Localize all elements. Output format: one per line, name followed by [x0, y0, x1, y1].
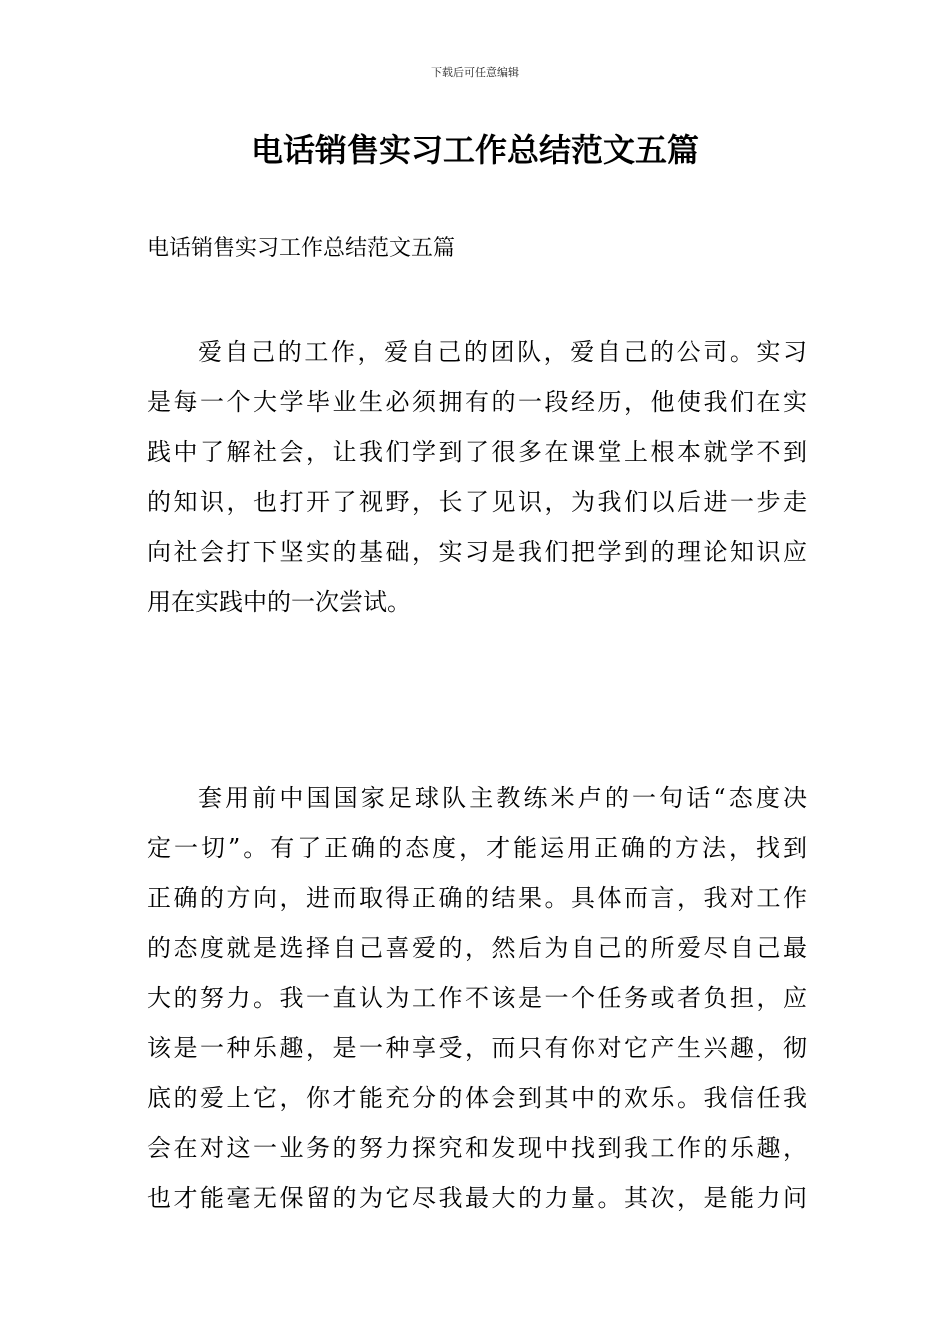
paragraph-line: 用在实践中的一次尝试。: [147, 588, 411, 616]
paragraph-line: 定一切”。有了正确的态度，才能运用正确的方法，找到: [147, 834, 807, 862]
document-subtitle: 电话销售实习工作总结范文五篇: [147, 236, 456, 261]
paragraph-line: 的态度就是选择自己喜爱的，然后为自己的所爱尽自己最: [147, 934, 807, 962]
document-title: 电话销售实习工作总结范文五篇: [250, 131, 699, 169]
paragraph-2: [147, 773, 807, 1223]
paragraph-line: 套用前中国国家足球队主教练米卢的一句话“态度决: [198, 784, 807, 812]
header-note: 下载后可任意编辑: [431, 66, 519, 79]
paragraph-line: 爱自己的工作，爱自己的团队，爱自己的公司。实习: [198, 338, 807, 366]
paragraph-line: 会在对这一业务的努力探究和发现中找到我工作的乐趣，: [147, 1134, 807, 1162]
paragraph-line: 也才能毫无保留的为它尽我最大的力量。其次，是能力问: [147, 1184, 807, 1212]
paragraph-1: [147, 327, 807, 627]
paragraph-line: 向社会打下坚实的基础，实习是我们把学到的理论知识应: [147, 538, 807, 566]
paragraph-line: 大的努力。我一直认为工作不该是一个任务或者负担，应: [147, 984, 807, 1012]
paragraph-line: 是每一个大学毕业生必须拥有的一段经历，他使我们在实: [147, 388, 807, 416]
paragraph-line: 底的爱上它，你才能充分的体会到其中的欢乐。我信任我: [147, 1084, 807, 1112]
paragraph-line: 的知识，也打开了视野，长了见识，为我们以后进一步走: [147, 488, 807, 516]
paragraph-line: 践中了解社会，让我们学到了很多在课堂上根本就学不到: [147, 438, 807, 466]
paragraph-line: 该是一种乐趣，是一种享受，而只有你对它产生兴趣，彻: [147, 1034, 807, 1062]
paragraph-line: 正确的方向，进而取得正确的结果。具体而言，我对工作: [147, 884, 807, 912]
